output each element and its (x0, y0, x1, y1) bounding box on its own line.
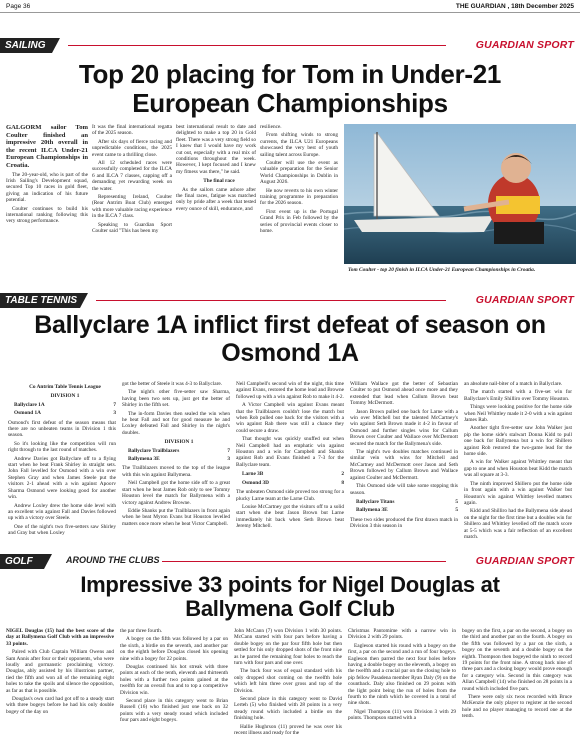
article-paragraph: Osmond's first defeat of the season means that there are no unbeaten teams in Division 1 this season. (8, 419, 116, 439)
article-lede: NIGEL Douglas (15) had the best score of the day at Ballymena Golf Club with an impressive 33 points. (6, 628, 114, 647)
section-rule (68, 45, 446, 46)
article-paragraph: resilience. (260, 124, 282, 130)
photo-caption: Tom Coulter - top 20 finish in ILCA Under-21 European Championships in Croatia. (348, 267, 536, 273)
article-paragraph: Douglas continued his hot streak with three points at each of the tenth, eleventh and thirteenth holes with a further two points gained at the twelfth for an overall fun and to top a competitive Division win. (120, 664, 228, 696)
article-paragraph: Nigel Thompson (11) won Division 3 with 29 points. Thompson started with a (348, 708, 456, 722)
team-score: 8 (341, 479, 344, 486)
article-paragraph: The back four was of equal standard with his only dropped shot coming on the twelfth hole which left him three over gross and top of the Division. (234, 668, 342, 694)
sailing-section-tag: SAILING (0, 38, 52, 53)
sailing-column-3 (176, 124, 256, 214)
table-tennis-section-band (0, 293, 580, 308)
article-paragraph: From shifting winds to strong currents, the ILCA U21 Europeans showcased the very best of youth sailing talent across Europe. (260, 132, 338, 158)
article-paragraph: First event up is the Portugal Grand Prix in Feb followed by the series of provincial events closer to home. (260, 208, 338, 235)
team-score: 7 (113, 401, 116, 408)
sailing-column-4 (260, 124, 338, 237)
golf-column-4 (348, 628, 456, 724)
sailing-section-band (0, 38, 580, 53)
page-number: Page 36 (6, 3, 31, 10)
article-paragraph: The night's two doubles matches continued in similar vein with wins for Mitchell and McCartney and McDermott over Jason and Seth Brown followed by Callum Brown and Wallace against Coulter and McDermott. (350, 449, 458, 481)
article-paragraph: A win for Walker against Whittley meant that gap to one and when Houston beat Kidd the match was all square at 3-3. (464, 459, 572, 479)
article-paragraph: Neil Campbell's second win of the night, this time against Evans, restored the home lead and Browne followed up with a win against Rob to make it 4-2. (236, 381, 344, 400)
division-heading: DIVISION 1 (50, 393, 80, 400)
score-line (122, 448, 230, 454)
article-paragraph: All 12 scheduled races were successfully completed for the ILCA 6 and ILCA 7 classes, capping off a demanding yet rewarding week on the water. (92, 160, 172, 192)
publication-date: THE GUARDIAN , 18th December 2025 (455, 3, 574, 10)
article-paragraph: John McCann (7) won Division 1 with 30 points. McCann started with four pars before having a double bogey on the par four fifth hole but then settled for his only dropped shots of the front nine as he parred the remaining four holes to reach the turn with four pars and one over. (234, 628, 342, 667)
tt-column-4 (350, 381, 458, 532)
article-paragraph: It was the final international regatta of the 2025 season. (92, 124, 172, 137)
article-paragraph: These two sides produced the first drawn match in Division 3 this season in (350, 516, 458, 530)
sailing-column-1 (6, 124, 88, 227)
article-paragraph: The match started with a five-set win for Ballyclare's Emily Shilliro over Tommy Houston. (464, 389, 572, 402)
team-name: Ballyclare Trailblazers (128, 447, 180, 454)
tt-column-3 (236, 381, 344, 532)
score-line (236, 471, 344, 477)
article-paragraph: There were only six twos recorded with Bruce McKenzie the only player to register at the second hole and no player managing to record one at the tenth. (462, 694, 572, 720)
table-tennis-headline: Ballyclare 1A inflict first defeat of season on Osmond 1A (34, 311, 546, 367)
score-line (350, 507, 458, 513)
article-lede: GALGORM sailor Tom Coulter finished an impressive 20th overall in the recent ILCA Under-21 European Championships in Croatia. (6, 124, 88, 169)
article-paragraph: Andrew Loxley drew the home side level with an excellent win against Fall and Davies followed up with a victory over Steele. (8, 502, 116, 522)
team-name: Osmond 3D (242, 479, 269, 486)
article-paragraph: Representing Ireland, Coulter (Rear Antrim Boat Club) emerged with more valuable racing experience in the ILCA 7 class. (92, 194, 172, 220)
score-line (236, 480, 344, 486)
team-name: Ballymena 3E (128, 456, 160, 463)
article-paragraph: A bogey on the fifth was followed by a par on the sixth, a birdie on the seventh, and another par on the eighth before Douglas closed his opening nine with a bogey for 22 points. (120, 636, 228, 662)
article-paragraph: Speaking to Guardian Sport Coulter said "This has been my (92, 221, 172, 235)
tt-column-1 (8, 381, 116, 539)
score-line (8, 402, 116, 408)
article-paragraph: That thought was quickly snuffed out when Neil Campbell had an emphatic win against Houston and a win for Campbell and Shanks against Rob and Evans finished a 7-3 for the Ballyclare team. (236, 436, 344, 468)
team-name: Ballyclare Titans (356, 498, 395, 505)
table-tennis-section-tag: TABLE TENNIS (0, 293, 80, 308)
tt-column-2 (122, 381, 230, 529)
team-score: 2 (341, 471, 344, 478)
article-paragraph: Christmas Pantomime with a narrow win in Division 2 with 29 points. (348, 628, 456, 641)
article-paragraph: Paired with Club Captain William Owens and Sam Annis after four or their opponents, who were loudly and gormanstic proclaiming victory. Douglas, ably assisted by his illustrious partner, tied the fifth and won all of the remaining eight holes to take the spoils and silence the opposition, as far as that is possible. (6, 649, 114, 694)
guardian-sport-logo: GUARDIAN SPORT (475, 294, 574, 306)
team-score: 7 (227, 447, 230, 454)
team-name: Osmond 1A (14, 410, 41, 417)
golf-section-subtag: AROUND THE CLUBS (66, 555, 160, 565)
sailor-photo (344, 124, 576, 264)
article-paragraph: the par three fourth. (120, 628, 163, 634)
article-paragraph: So it's looking like the competition will run right through to the last round of matches. (8, 440, 116, 454)
golf-column-3 (234, 628, 342, 737)
division-heading: DIVISION 1 (164, 439, 194, 446)
team-score: 3 (227, 456, 230, 463)
article-paragraph: Second place in this category went to David Lerteh (5) who finished with 28 points in a very steady round which included a birdie on the finishing hole. (234, 696, 342, 722)
article-paragraph: A Victor Campbell win against Evans meant that the Trailblazers couldn't lose the match but when Rob pulled one back for the visitors with a win against Rab there was still a chance they could secure a draw. (236, 402, 344, 434)
team-name: Ballyclare 1A (14, 401, 45, 408)
article-paragraph: The Trailblazers moved to the top of the league with this win against Ballymena. (122, 465, 230, 478)
league-heading: Co Antrim Table Tennis League (29, 384, 101, 390)
article-paragraph: After six days of fierce racing and unpredictable conditions, the 2025 event came to a thrilling close. (92, 138, 172, 158)
tt-column-5 (464, 381, 572, 542)
crosshead: The final race (203, 178, 235, 185)
article-paragraph: an absolute nail-biter of a match in Ballyclare. (464, 381, 563, 387)
golf-column-5 (462, 628, 572, 722)
golf-column-1 (6, 628, 114, 717)
article-paragraph: Hallie Hughrson (11) proved he was over his recent illness and ready for the (234, 723, 342, 737)
article-paragraph: bogey on the first, a par on the second, a bogey on the third and another par on the fourth. A bogey on the fifth was followed by a par on the sixth, a bogey on the seventh and a double bogey on the eighth. Thompson then bogeyed the ninth to record 19 points for the front nine. A strong back nine of three pars and a closing bogey would prove enough for a category win. Second in this category was Allan Campbell (14) who finished on 28 points in a round which included five pars. (462, 628, 572, 692)
team-name: Ballymena 3E (356, 507, 388, 514)
article-paragraph: Jason Brown pulled one back for Larne with a win over Mitchell but the talented McCartney's win against Seth Brown made it 4-2 in favour of Osmond and further singles wins for Callum Brown over Coulter and Wallace over McDermott secured the match for the Ballymena's side. (350, 408, 458, 447)
score-line (8, 410, 116, 416)
article-paragraph: The 20-year-old, who is part of the Irish Sailing's Development squad, secured Top 10 races in gold fleet, giving an indication of his future potential. (6, 171, 88, 204)
article-paragraph: Kidd and Shilliro had the Ballymena side ahead on the night for the first time but a doubles win for Shillero and Whittley levelled off the match score at 5-5 which was a fair reflection of an excellent match. (464, 508, 572, 540)
guardian-sport-logo: GUARDIAN SPORT (475, 555, 574, 567)
sailor-photo-illustration (344, 124, 576, 264)
team-score: 3 (113, 410, 116, 417)
sailing-headline: Top 20 placing for Tom in Under-21 European Championships (78, 59, 502, 118)
team-score: 5 (455, 498, 458, 505)
article-paragraph: William Wallace got the better of Sebastian Coulter to put Osmond ahead once more and they extended that lead when Callum Brown beat Tommy McDermott. (350, 381, 458, 407)
article-paragraph: The night's other five-setter saw Sharma, having been two sets up, just get the better of Shirley in the fifth set. (122, 389, 230, 409)
article-paragraph: Douglas's own card had got off to a steady start with three bogeys before he had his only double bogey of the day on (6, 696, 114, 715)
score-line (122, 456, 230, 462)
article-paragraph: He now reverts to his own winter training programme in preparation for the 2026 season. (260, 187, 338, 207)
article-paragraph: Second place in this category went to Brian Russell (16) who finished just one back on 32 points with a very steady round which included four pars and eight bogeys. (120, 698, 228, 724)
article-paragraph: This Osmond side will take some stopping this season. (350, 483, 458, 496)
team-score: 5 (455, 507, 458, 514)
article-paragraph: One of the night's two five-setters saw Shirley and Gray but when Loxley (8, 523, 116, 537)
golf-headline: Impressive 33 points for Nigel Douglas at Ballymena Golf Club (80, 572, 500, 621)
article-paragraph: As the sailors came ashore after the final races, fatigue was matched only by pride after a week that tested every ounce of skill, endurance, and (176, 186, 256, 212)
guardian-sport-logo: GUARDIAN SPORT (475, 39, 574, 51)
article-paragraph: Another tight five-setter saw John Walker just pip the home side's stalwart Donna Kidd to pull one back for Ballymena but a win for Shillero against Rob restored the two-game lead for the home side. (464, 425, 572, 458)
article-paragraph: Eddie Shanks put the Trailblazers in front again when he beat Myron Evans but Houston levelled matters once more when he beat Victor Campbell. (122, 507, 230, 527)
article-paragraph: The in-form Davies then sealed the win when he beat Fall and not for good measure he and Loxley defeated Fall and Shirley in the night's doubles. (122, 410, 230, 436)
article-paragraph: Eagleson started his round with a bogey on the first, a par on the second and a run of four bogeys. Eagleson then parred the next four holes before having a double bogey on the eleventh, a bogey on the twelfth and a crucial par on the closing hole to pip fellow Pasadena member Ryan Daly (9) on the countback. Daly also finished on 29 points with the light point being the run of holes from the fourth to the ninth which he covered in a total of nine shots. (348, 642, 456, 707)
article-paragraph: got the better of Steele it was 4-3 to Ballyclare. (122, 381, 223, 387)
article-paragraph: Louise McCartney got the visitors off to a solid start when she beat Jason Brown but Larne immediately hit back when Seth Brown beat Jeremy Mitchell. (236, 503, 344, 530)
page-folio (0, 0, 580, 13)
golf-section-band (0, 554, 580, 569)
sailing-column-2 (92, 124, 172, 237)
golf-column-2 (120, 628, 228, 726)
team-name: Larne 3B (242, 471, 264, 478)
article-paragraph: Coulter will use the event as valuable preparation for the Senior World Championships in Dublin in August 2026. (260, 160, 338, 186)
article-paragraph: Things were looking positive for the home side when Neil Whittley made it 2-0 with a win against James Rab. (464, 404, 572, 424)
golf-section-tag: GOLF (0, 554, 44, 569)
article-paragraph: Coulter continues to build his international ranking following this very strong performance. (6, 205, 88, 225)
score-line (350, 499, 458, 505)
article-paragraph: The ninth improved Shillero put the home side in front again with a win against Walker but Houston's win against Whittley levelled matters again. (464, 480, 572, 506)
section-rule (162, 561, 446, 562)
section-rule (96, 300, 446, 301)
article-paragraph: Andrew Davies got Ballyclare off to a flying start when he beat Frank Shirley in straight sets. John Fall levelled for Osmond with a win over Stephen Gray and when James Steele put the visitors 2-1 ahead with a win against Apoorv Sharma Osmond were looking good for another win. (8, 455, 116, 501)
article-paragraph: best international result to date and delighted to make a top 20 in Gold fleet. There was a very strong field so I knew that I would have my work cut out, especially with a real mix of conditions throughout the week. However, I kept focused and I knew my fitness was there," he said. (176, 124, 256, 175)
article-paragraph: Neil Campbell got the home side off to a great start when he beat James Rob only to see Tommy Houston level the match for Ballymena with a victory against Andrew Browne. (122, 480, 230, 506)
article-paragraph: The unbeaten Osmond side proved too strong for a plucky Larne team at the Larne Club. (236, 489, 344, 502)
